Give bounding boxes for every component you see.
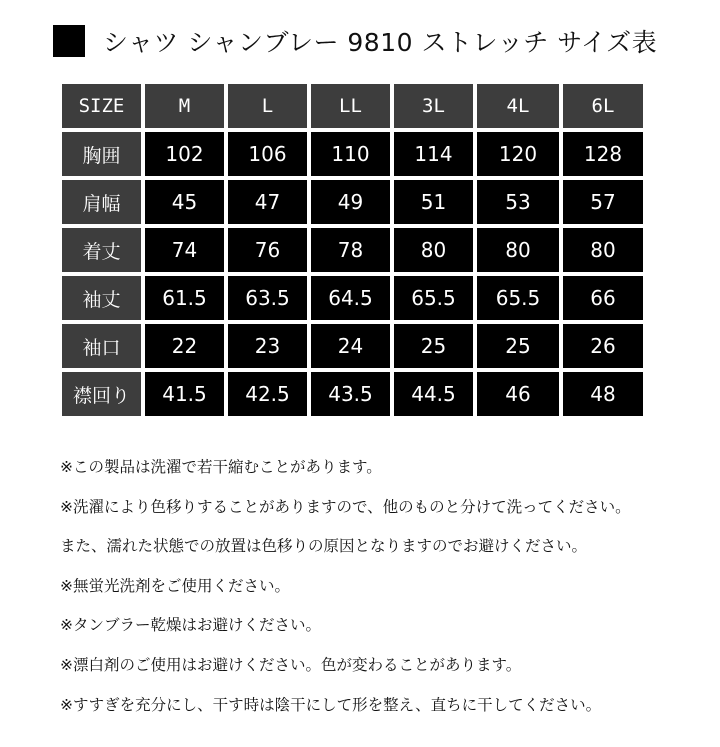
- table-cell: 57: [563, 180, 643, 224]
- table-cell: 53: [477, 180, 559, 224]
- header-size-6l: 6L: [563, 84, 643, 128]
- care-note: ※この製品は洗濯で若干縮むことがあります。: [60, 458, 382, 476]
- care-note: ※タンブラー乾燥はお避けください。: [60, 616, 321, 635]
- page-title: シャツ シャンブレー 9810 ストレッチ サイズ表: [103, 28, 658, 57]
- row-label-length: 着丈: [62, 228, 141, 272]
- care-note: ※洗濯により色移りすることがありますので、他のものと分けて洗ってください。: [60, 497, 631, 516]
- table-cell: 76: [228, 228, 307, 272]
- table-cell: 49: [311, 180, 390, 224]
- table-cell: 41.5: [145, 372, 224, 416]
- header-size-ll: LL: [311, 84, 390, 128]
- table-cell: 114: [394, 132, 473, 176]
- table-row: [62, 276, 643, 320]
- table-cell: 66: [563, 276, 643, 320]
- table-cell: 110: [311, 132, 390, 176]
- row-label-shoulder: 肩幅: [62, 180, 141, 224]
- care-note: ※無蛍光洗剤をご使用ください。: [60, 576, 290, 595]
- table-cell: 48: [563, 372, 643, 416]
- header-size-3l: 3L: [394, 84, 473, 128]
- table-cell: 102: [145, 132, 224, 176]
- table-cell: 45: [145, 180, 224, 224]
- table-cell: 22: [145, 324, 224, 368]
- care-note: ※すすぎを充分にし、干す時は陰干にして形を整え、直ちに干してください。: [60, 695, 602, 714]
- table-cell: 80: [563, 228, 643, 272]
- row-label-cuff: 袖口: [62, 324, 141, 368]
- table-cell: 46: [477, 372, 559, 416]
- table-cell: 78: [311, 228, 390, 272]
- table-cell: 25: [477, 324, 559, 368]
- care-note: また、濡れた状態での放置は色移りの原因となりますのでお避けください。: [60, 537, 588, 556]
- table-cell: 80: [394, 228, 473, 272]
- table-cell: 106: [228, 132, 307, 176]
- table-cell: 64.5: [311, 276, 390, 320]
- table-cell: 24: [311, 324, 390, 368]
- row-label-sleeve-length: 袖丈: [62, 276, 141, 320]
- care-note: ※漂白剤のご使用はお避けください。色が変わることがあります。: [60, 655, 522, 674]
- table-cell: 44.5: [394, 372, 473, 416]
- table-cell: 63.5: [228, 276, 307, 320]
- title-marker-square: [53, 25, 85, 57]
- table-cell: 26: [563, 324, 643, 368]
- table-row: [62, 324, 643, 368]
- table-cell: 23: [228, 324, 307, 368]
- title-row: [53, 20, 657, 62]
- header-size-l: L: [228, 84, 307, 128]
- table-cell: 42.5: [228, 372, 307, 416]
- table-row: [62, 180, 643, 224]
- care-notes: [60, 452, 710, 729]
- table-cell: 80: [477, 228, 559, 272]
- table-cell: 120: [477, 132, 559, 176]
- table-cell: 74: [145, 228, 224, 272]
- table-cell: 43.5: [311, 372, 390, 416]
- header-size-m: M: [145, 84, 224, 128]
- table-row: [62, 228, 643, 272]
- table-cell: 51: [394, 180, 473, 224]
- table-row: [62, 132, 643, 176]
- table-row: [62, 372, 643, 416]
- table-cell: 65.5: [394, 276, 473, 320]
- header-size-4l: 4L: [477, 84, 559, 128]
- table-cell: 25: [394, 324, 473, 368]
- row-label-chest: 胸囲: [62, 132, 141, 176]
- table-cell: 65.5: [477, 276, 559, 320]
- header-size-label: SIZE: [62, 84, 141, 128]
- table-cell: 128: [563, 132, 643, 176]
- table-cell: 47: [228, 180, 307, 224]
- size-table: [58, 80, 647, 420]
- row-label-collar: 襟回り: [62, 372, 141, 416]
- table-cell: 61.5: [145, 276, 224, 320]
- table-header-row: [62, 84, 643, 128]
